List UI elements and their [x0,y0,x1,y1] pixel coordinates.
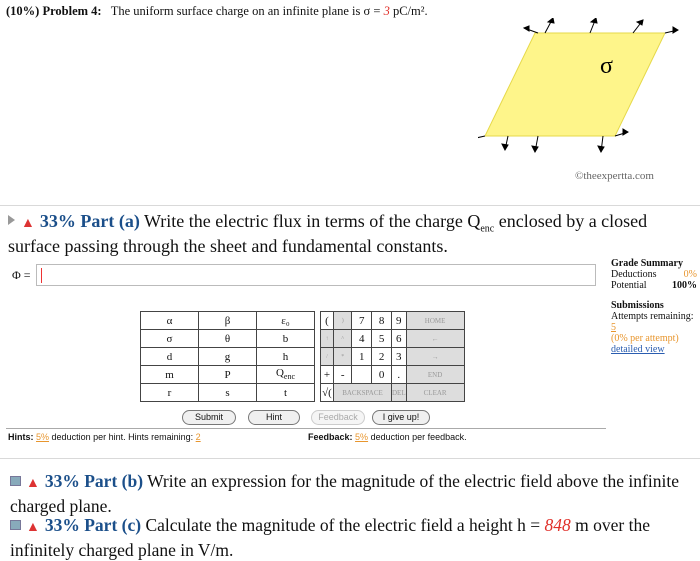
sigma-unit: pC/m². [392,4,428,18]
hints-line [8,432,201,442]
key-epsilon0[interactable]: ε₀ [257,312,315,330]
problem-label: (10%) Problem 4: [6,4,102,18]
per-attempt: (0% per attempt) [611,333,679,344]
part-a-header[interactable] [8,211,647,235]
hint-divider [6,428,606,429]
key-right-arrow[interactable]: → [406,348,464,366]
key-3[interactable]: 3 [392,348,407,366]
feedback-pct: 5% [355,432,369,442]
key-s[interactable]: s [199,384,257,402]
part-a-percent: 33% Part (a) [39,211,140,231]
key-b[interactable]: b [257,330,315,348]
part-b-percent: 33% Part (b) [44,471,144,491]
key-sigma[interactable]: σ [141,330,199,348]
text-caret [41,268,42,283]
feedback-text: deduction per feedback. [370,432,467,442]
hints-pct: 5% [36,432,50,442]
answer-label: Φ = [12,268,31,282]
divider [0,458,700,459]
key-beta[interactable]: β [199,312,257,330]
grade-title: Grade Summary [611,258,683,269]
potential-label: Potential [611,280,647,291]
key-plus[interactable]: + [321,366,334,384]
key-4[interactable]: 4 [352,330,372,348]
key-7[interactable]: 7 [352,312,372,330]
part-b-text: Write an expression for the magnitude of the electric field above the infinite charged plane. [10,471,679,516]
key-9[interactable]: 9 [392,312,407,330]
key-h[interactable]: h [257,348,315,366]
key-backspace[interactable]: BACKSPACE [334,384,392,402]
part-a-text-line2: surface passing through the sheet and fundamental constants. [8,236,448,256]
key-clear[interactable]: CLEAR [406,384,464,402]
key-del[interactable]: DEL [392,384,407,402]
key-end[interactable]: END [406,366,464,384]
part-c[interactable] [10,514,695,561]
feedback-label: Feedback: [308,432,353,442]
part-c-value: 848 [544,515,571,535]
submissions-title: Submissions [611,300,664,311]
key-Qenc[interactable]: $Q_{enc}$ [257,366,315,384]
feedback-button[interactable]: Feedback [311,410,365,425]
key-r[interactable]: r [141,384,199,402]
collapsed-icon [10,520,21,530]
hints-text: deduction per hint. Hints remaining: [51,432,194,442]
attempts-label: Attempts remaining: [611,311,694,322]
hints-remaining: 2 [195,432,201,442]
key-sqrt[interactable]: √( [321,384,334,402]
detailed-view-link[interactable]: detailed view [611,344,665,355]
key-g[interactable]: g [199,348,257,366]
part-a-text-end: enclosed by a closed [498,211,648,231]
part-a-text: Write the electric flux in terms of the charge Q [144,211,481,231]
key-m[interactable]: m [141,366,199,384]
key-multiply[interactable]: * [334,348,352,366]
key-blank[interactable] [352,366,372,384]
key-open-paren[interactable]: ( [321,312,334,330]
key-divide[interactable]: / [321,348,334,366]
collapsed-icon [10,476,21,486]
attempts-value: 5 [611,322,616,333]
key-caret[interactable]: ^ [334,330,352,348]
plane-shape [485,33,665,136]
figure-credit: ©theexpertta.com [575,170,654,182]
warning-icon: ▲ [26,476,40,491]
key-close-paren[interactable]: ) [334,312,352,330]
key-minus[interactable]: - [334,366,352,384]
key-d[interactable]: d [141,348,199,366]
problem-text: The uniform surface charge on an infinite plane is σ = [110,4,381,18]
key-dot[interactable]: . [392,366,407,384]
deductions-value: 0% [683,269,697,280]
submit-button[interactable]: Submit [182,410,236,425]
part-c-text-after: m over the infinitely charged plane in V/m. [10,515,651,560]
deductions-label: Deductions [611,269,657,280]
feedback-line [308,432,467,442]
divider [0,205,700,206]
sigma-value: 3 [383,4,390,18]
charged-plane-figure [478,18,688,173]
grade-summary [611,258,697,355]
key-5[interactable]: 5 [372,330,392,348]
part-b[interactable] [10,470,695,517]
key-6[interactable]: 6 [392,330,407,348]
key-0[interactable]: 0 [372,366,392,384]
key-2[interactable]: 2 [372,348,392,366]
key-1[interactable]: 1 [352,348,372,366]
answer-input[interactable] [36,264,596,286]
key-8[interactable]: 8 [372,312,392,330]
part-c-text: Calculate the magnitude of the electric field a height h = [145,515,541,535]
problem-statement [6,4,428,19]
warning-icon: ▲ [26,520,40,535]
key-left-arrow[interactable]: ← [406,330,464,348]
key-theta[interactable]: θ [199,330,257,348]
part-c-percent: 33% Part (c) [44,515,142,535]
sigma-symbol: σ [600,53,613,79]
key-home[interactable]: HOME [406,312,464,330]
part-a-subscript: enc [480,223,495,235]
expand-triangle-icon[interactable] [8,215,15,225]
key-P[interactable]: P [199,366,257,384]
hint-button[interactable]: Hint [248,410,300,425]
potential-value: 100% [672,280,697,291]
hints-label: Hints: [8,432,34,442]
give-up-button[interactable]: I give up! [372,410,430,425]
key-alpha[interactable]: α [141,312,199,330]
symbol-keypad [140,311,465,402]
key-up[interactable]: ↑ [321,330,334,348]
key-t[interactable]: t [257,384,315,402]
warning-icon: ▲ [21,216,35,231]
